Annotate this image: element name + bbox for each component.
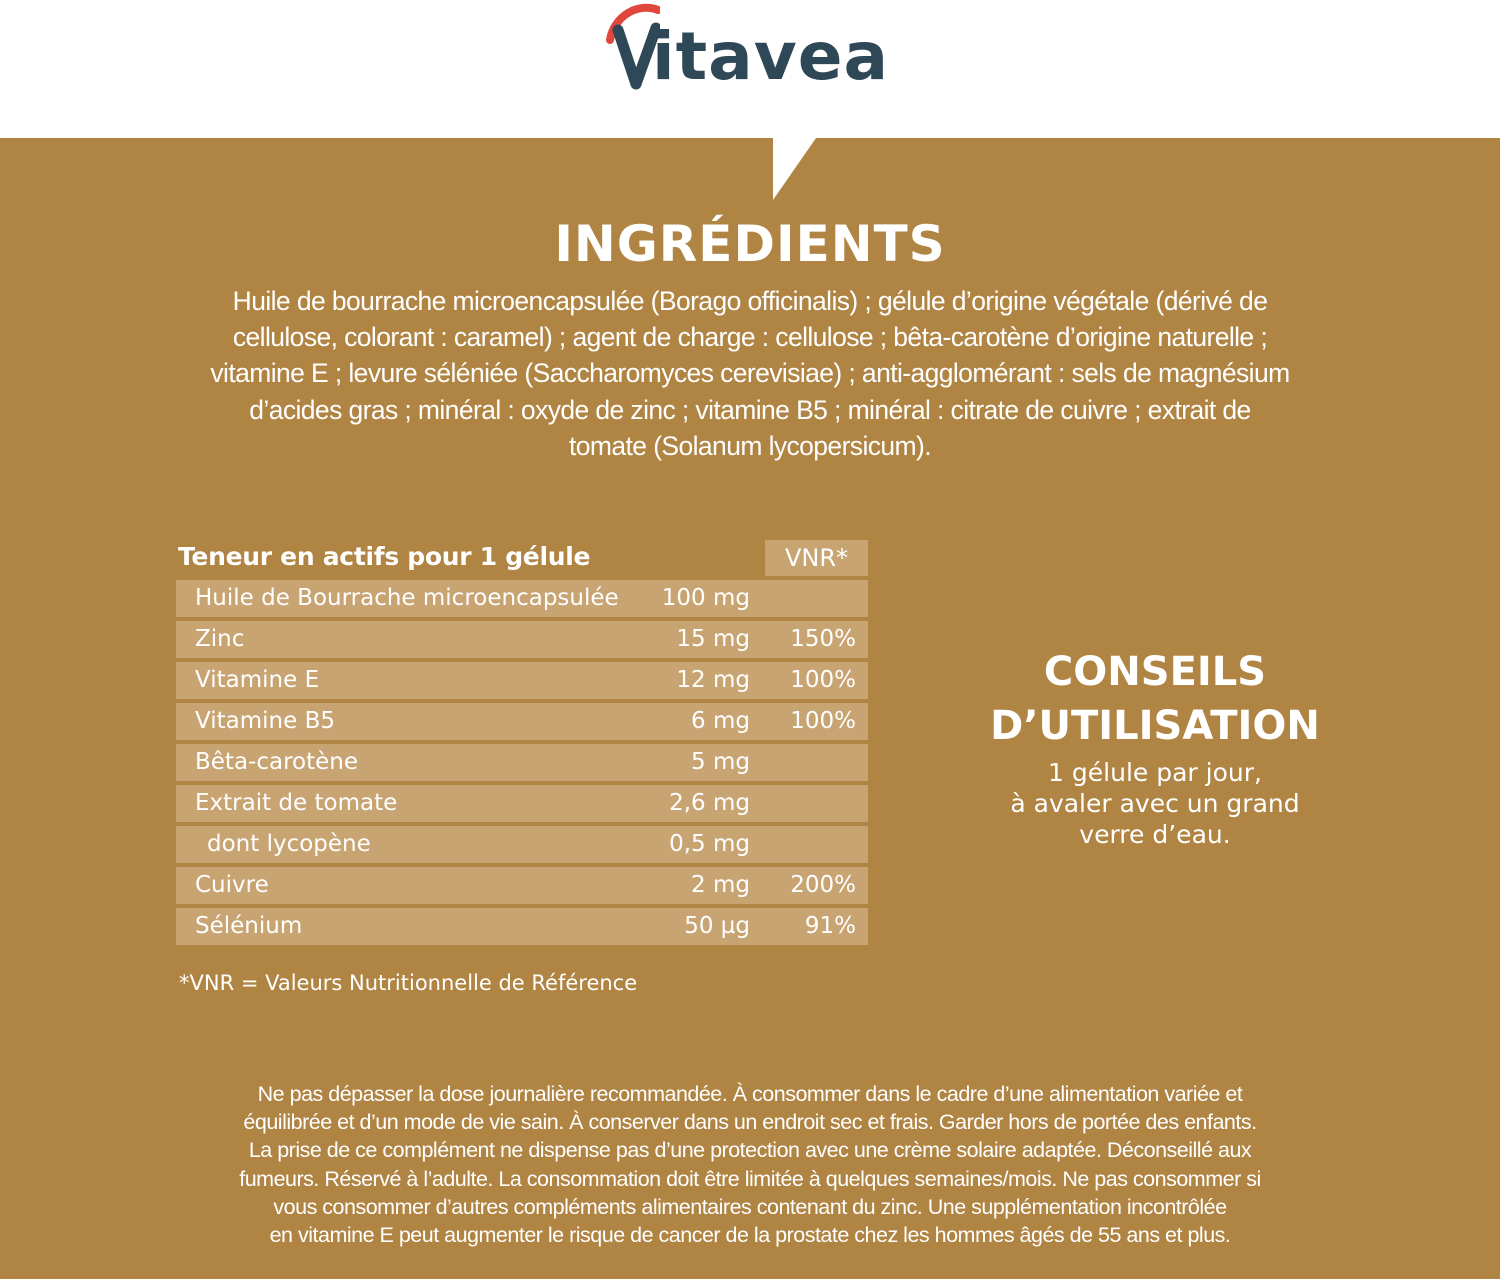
row-name: Zinc xyxy=(195,626,245,652)
ingredients-line: vitamine E ; levure séléniée (Saccharomyces cerevisiae) ; anti-agglomérant : sels de magnésium xyxy=(210,358,1290,389)
vnr-footnote: *VNR = Valeurs Nutritionnelle de Référence xyxy=(179,971,638,995)
nutrition-table xyxy=(176,538,868,945)
row-vnr: 100% xyxy=(790,667,856,693)
row-name: Sélénium xyxy=(195,913,303,939)
warning-line: fumeurs. Réservé à l’adulte. La consommation doit être limitée à quelques semaines/mois. Ne pas consommer si xyxy=(239,1166,1261,1191)
table-row xyxy=(176,621,868,658)
table-row xyxy=(176,785,868,822)
brand-name: itavea xyxy=(652,18,890,95)
ingredients-title: INGRÉDIENTS xyxy=(554,215,946,273)
row-amount: 6 mg xyxy=(691,708,750,734)
row-amount: 2,6 mg xyxy=(669,790,750,816)
warning-line: Ne pas dépasser la dose journalière recommandée. À consommer dans le cadre d’une alimentation variée et xyxy=(257,1082,1243,1106)
row-name: Vitamine E xyxy=(195,667,320,693)
table-row xyxy=(176,908,868,945)
ingredients-text xyxy=(190,283,1310,464)
table-row xyxy=(176,826,868,863)
header xyxy=(0,0,1500,138)
warning-line: vous consommer d’autres compléments alimentaires contenant du zinc. Une supplémentation incontrôlée xyxy=(273,1194,1227,1219)
conseils-line: 1 gélule par jour, xyxy=(1048,758,1262,787)
row-vnr: 200% xyxy=(790,872,856,898)
row-name: Cuivre xyxy=(195,872,269,898)
conseils-title-line: D’UTILISATION xyxy=(990,703,1320,749)
logo-v-mark-icon xyxy=(600,0,660,100)
row-amount: 50 µg xyxy=(684,913,750,939)
row-vnr: 150% xyxy=(790,626,856,652)
table-row xyxy=(176,703,868,740)
warning-text xyxy=(170,1080,1330,1249)
row-amount: 100 mg xyxy=(661,585,750,611)
conseils-line: verre d’eau. xyxy=(1079,820,1231,849)
speech-bubble-notch xyxy=(773,138,816,200)
conseils-title-line: CONSEILS xyxy=(1043,649,1267,695)
row-amount: 15 mg xyxy=(676,626,750,652)
table-header-label: Teneur en actifs pour 1 gélule xyxy=(178,542,591,571)
row-name: Bêta-carotène xyxy=(195,749,358,775)
warning-line: en vitamine E peut augmenter le risque de cancer de la prostate chez les hommes âgés de 55 ans et plus. xyxy=(269,1223,1231,1248)
row-vnr: 100% xyxy=(790,708,856,734)
ingredients-line: cellulose, colorant : caramel) ; agent de charge : cellulose ; bêta-carotène d’origine naturelle ; xyxy=(232,322,1268,353)
conseils-title xyxy=(960,645,1350,753)
warning-line: La prise de ce complément ne dispense pas d’une protection avec une crème solaire adaptée. Déconseillé aux xyxy=(248,1138,1252,1163)
row-name: Huile de Bourrache microencapsulée xyxy=(195,585,619,611)
table-header-vnr: VNR* xyxy=(765,540,868,576)
table-row xyxy=(176,867,868,904)
table-row xyxy=(176,662,868,699)
row-amount: 5 mg xyxy=(691,749,750,775)
ingredients-line: tomate (Solanum lycopersicum). xyxy=(569,430,931,461)
conseils-line: à avaler avec un grand xyxy=(1010,789,1300,818)
ingredients-line: d’acides gras ; minéral : oxyde de zinc ; vitamine B5 ; minéral : citrate de cuivre ; extrait de xyxy=(249,394,1251,425)
row-amount: 0,5 mg xyxy=(669,831,750,857)
brand-logo xyxy=(600,0,900,100)
table-row xyxy=(176,744,868,781)
table-header xyxy=(176,538,868,576)
table-row xyxy=(176,580,868,617)
warning-line: équilibrée et d’un mode de vie sain. À conserver dans un endroit sec et frais. Garder hors de portée des enfants. xyxy=(243,1110,1257,1135)
row-name: Vitamine B5 xyxy=(195,708,335,734)
ingredients-line: Huile de bourrache microencapsulée (Borago officinalis) ; gélule d’origine végétale (dérivé de xyxy=(232,286,1268,316)
row-name: dont lycopène xyxy=(207,831,371,857)
row-amount: 2 mg xyxy=(691,872,750,898)
conseils-text xyxy=(960,757,1350,850)
row-name: Extrait de tomate xyxy=(195,790,398,816)
row-vnr: 91% xyxy=(804,913,856,939)
row-amount: 12 mg xyxy=(676,667,750,693)
